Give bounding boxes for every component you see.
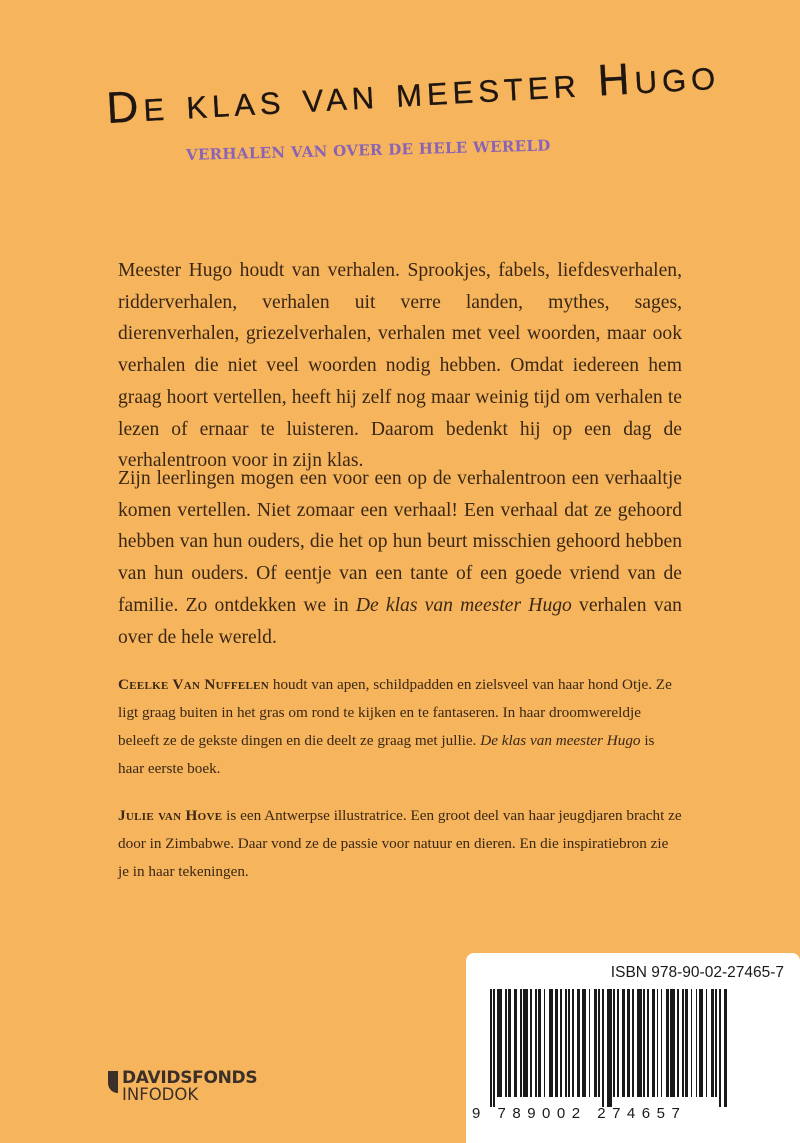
barcode-icon <box>490 989 776 1107</box>
barcode-digits: 9 789002 274657 <box>472 1105 687 1122</box>
book-title-italic: De klas van meester Hugo <box>480 732 641 749</box>
blurb-text: verhalen van over de hele wereld. <box>118 594 682 648</box>
author-bio-text: houdt van apen, schildpadden en zielsveel van haar hond Otje. Ze ligt graag buiten in het gras om rond te kijken en te fantaseren. In haar droomwereldje beleeft ze de gekste dingen en die deelt ze graag met jullie. <box>118 676 672 749</box>
publisher-subname: INFODOK <box>122 1085 199 1104</box>
illustrator-name: Julie van Hove <box>118 807 223 824</box>
blurb-text: Zijn leerlingen mogen een voor een op de verhalentroon een verhaaltje komen vertellen. Niet zomaar een verhaal! Een verhaal dat ze gehoord hebben van hun ouders, die het op hun beurt misschien gehoord hebben van hun ouders. Of eentje van een tante of een goede vriend van de familie. Zo ontdekken we in <box>118 468 682 616</box>
illustrator-bio <box>118 802 682 886</box>
book-title: De klas van meester Hugo <box>105 49 722 134</box>
author-name: Ceelke Van Nuffelen <box>118 676 270 693</box>
publisher-name: DAVIDSFONDS <box>122 1068 258 1088</box>
author-bio <box>118 671 682 783</box>
author-bio-text: is haar eerste boek. <box>118 732 655 777</box>
isbn-text: ISBN 978-90-02-27465-7 <box>610 964 784 981</box>
blurb-paragraph-1: Meester Hugo houdt van verhalen. Sprookjes, fabels, liefdesverhalen, ridderverhalen, verhalen uit verre landen, mythes, sages, dierenverhalen, griezelverhalen, verhalen met veel woorden, maar ook verhalen die niet veel woorden nodig hebben. Omdat iedereen hem graag hoort vertellen, heeft hij zelf nog maar weinig tijd om verhalen te lezen of ernaar te luisteren. Daarom bedenkt hij op een dag de verhalentroon voor in zijn klas. <box>118 260 682 472</box>
illustrator-bio-text: is een Antwerpse illustratrice. Een groot deel van haar jeugdjaren bracht ze door in Zimbabwe. Daar vond ze de passie voor natuur en dieren. En die inspiratiebron zie je in haar tekeningen. <box>118 807 682 880</box>
publisher-mark-icon <box>108 1071 118 1093</box>
barcode-label <box>466 953 800 1143</box>
book-title-italic: De klas van meester Hugo <box>355 594 572 616</box>
blurb-paragraph-2 <box>118 463 682 653</box>
book-subtitle: VERHALEN VAN OVER DE HELE WERELD <box>185 136 551 164</box>
